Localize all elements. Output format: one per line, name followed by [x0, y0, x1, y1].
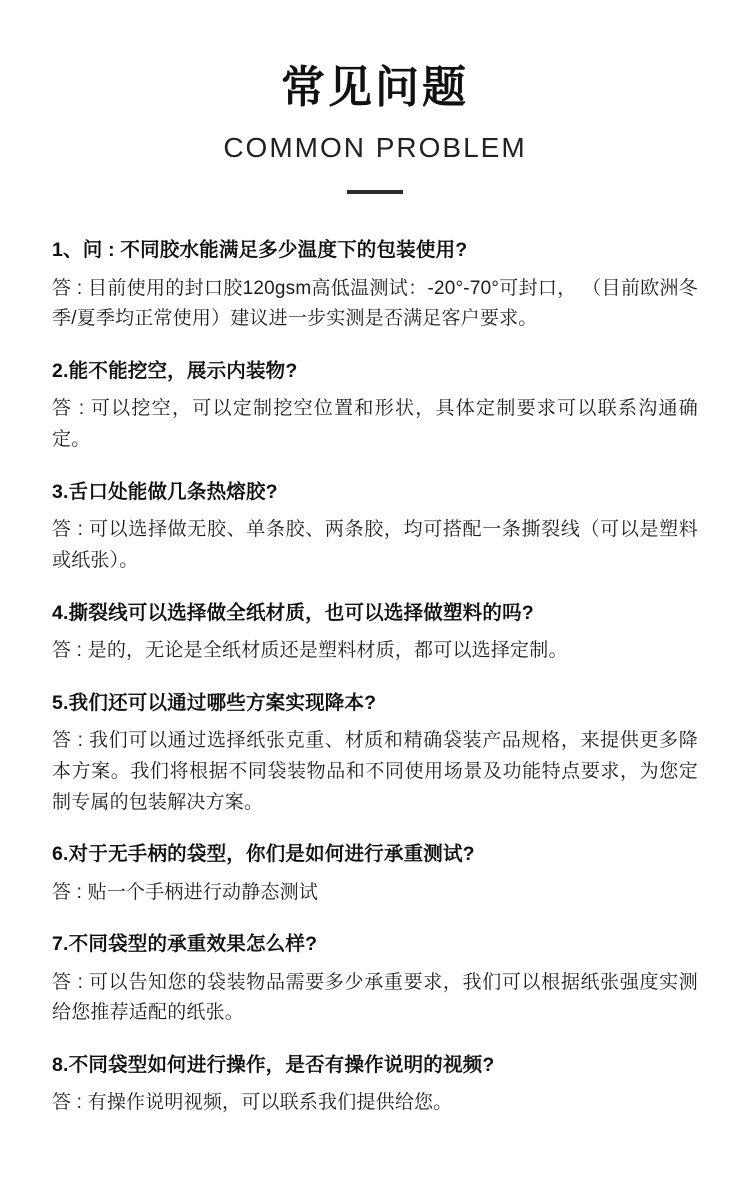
- faq-item: [52, 930, 698, 1029]
- faq-list: [0, 236, 750, 1119]
- page-title-en: COMMON PROBLEM: [223, 131, 527, 163]
- faq-item: [52, 478, 698, 577]
- faq-question: 8.不同袋型如何进行操作，是否有操作说明的视频?: [52, 1054, 495, 1077]
- faq-answer: 答 : 可以告知您的袋装物品需要多少承重要求，我们可以根据纸张强度实测给您推荐适配的纸张。: [52, 971, 698, 1024]
- faq-answer: 答 : 是的，无论是全纸材质还是塑料材质，都可以选择定制。: [52, 639, 568, 661]
- page-title-cn: 常见问题: [281, 63, 469, 112]
- faq-question: 1、问 : 不同胶水能满足多少温度下的包装使用?: [52, 239, 468, 262]
- faq-item: [52, 599, 698, 667]
- faq-item: [52, 1051, 698, 1119]
- faq-answer: 答 : 目前使用的封口胶120gsm高低温测试：-20°-70°可封口， （目前欧洲冬季/夏季均正常使用）建议进一步实测是否满足客户要求。: [52, 277, 698, 330]
- faq-question: 4.撕裂线可以选择做全纸材质，也可以选择做塑料的吗?: [52, 601, 534, 624]
- faq-item: [52, 357, 698, 456]
- page-header: [0, 0, 750, 194]
- faq-question: 2.能不能挖空，展示内装物?: [52, 360, 298, 383]
- faq-item: [52, 840, 698, 908]
- faq-answer: 答 : 我们可以通过选择纸张克重、材质和精确袋装产品规格，来提供更多降本方案。我们将根据不同袋装物品和不同使用场景及功能特点要求，为您定制专属的包装解决方案。: [52, 730, 698, 813]
- title-divider: [347, 190, 403, 194]
- faq-item: [52, 689, 698, 819]
- faq-item: [52, 236, 698, 335]
- faq-answer: 答 : 贴一个手柄进行动静态测试: [52, 881, 319, 903]
- faq-answer: 答 : 可以挖空，可以定制挖空位置和形状，具体定制要求可以联系沟通确定。: [52, 398, 698, 451]
- faq-answer: 答 : 有操作说明视频，可以联系我们提供给您。: [52, 1092, 453, 1114]
- faq-answer: 答 : 可以选择做无胶、单条胶、两条胶，均可搭配一条撕裂线（可以是塑料或纸张）。: [52, 519, 698, 571]
- faq-question: 7.不同袋型的承重效果怎么样?: [52, 933, 318, 956]
- faq-question: 3.舌口处能做几条热熔胶?: [52, 480, 278, 503]
- faq-question: 5.我们还可以通过哪些方案实现降本?: [52, 691, 377, 714]
- faq-question: 6.对于无手柄的袋型，你们是如何进行承重测试?: [52, 843, 475, 866]
